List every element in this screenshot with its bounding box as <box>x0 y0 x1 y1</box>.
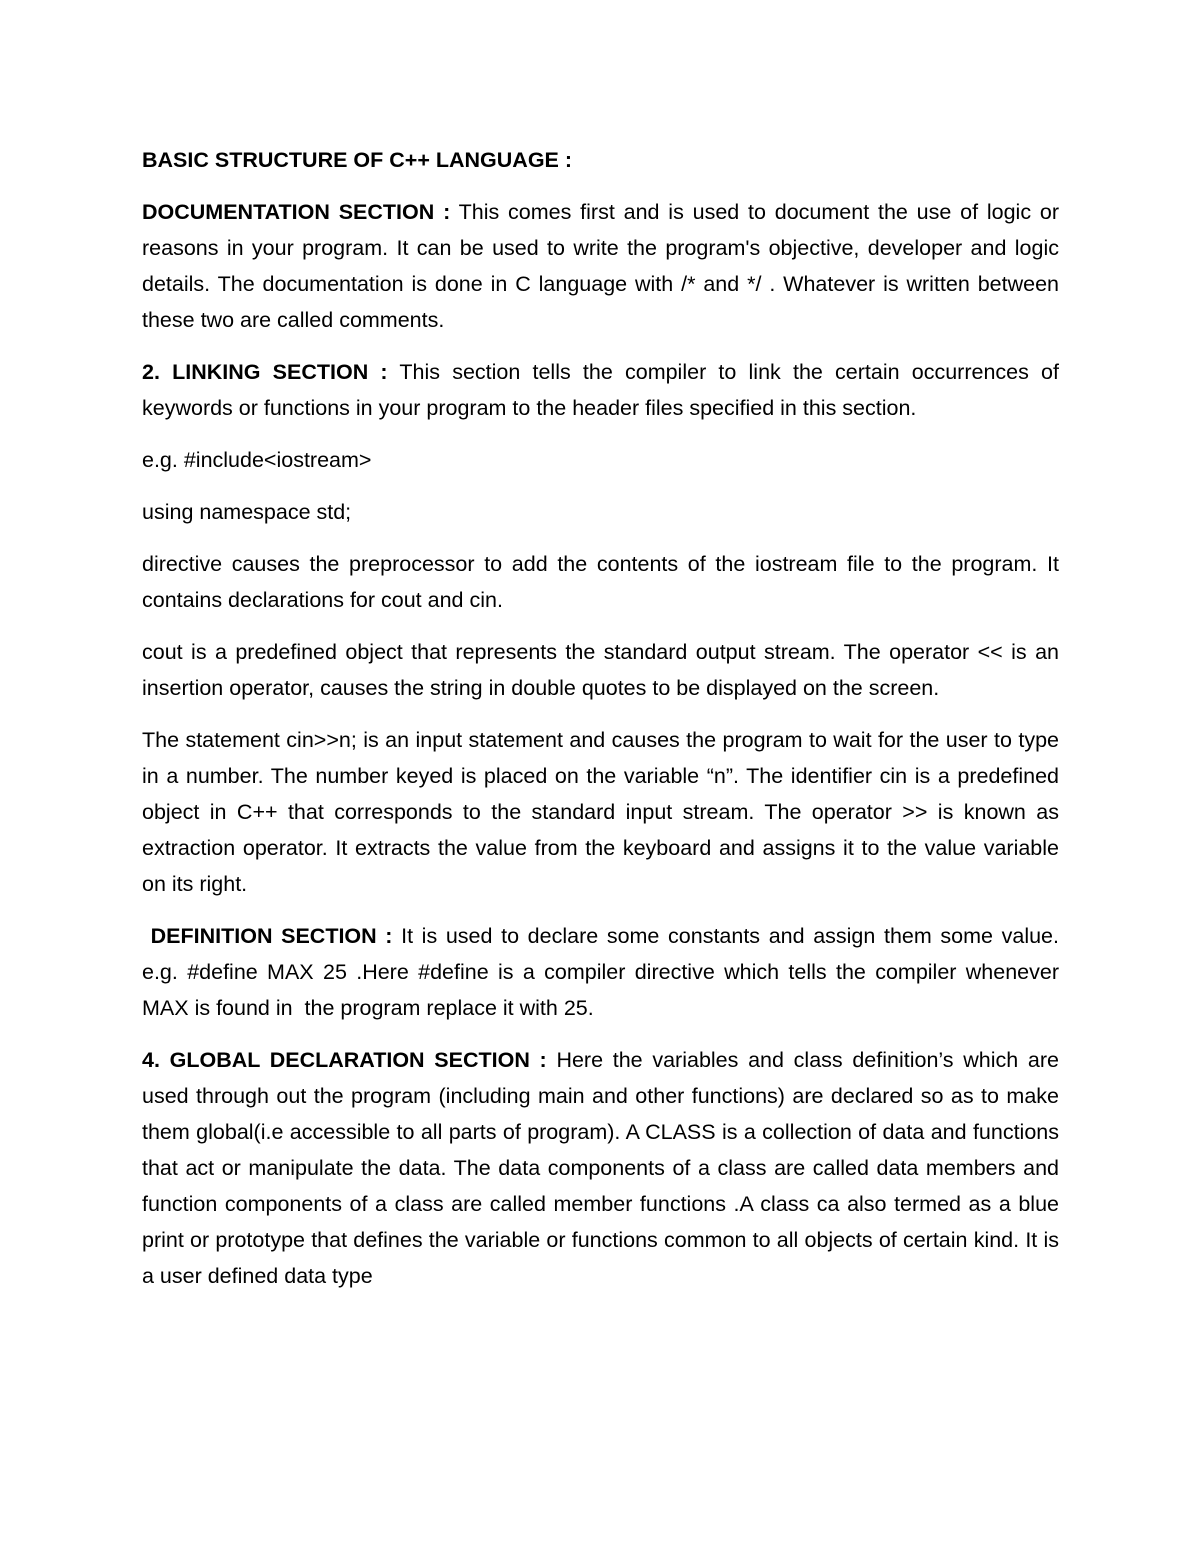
paragraph-documentation <box>142 194 1059 338</box>
section-heading: DEFINITION SECTION : <box>142 924 393 948</box>
paragraph-linking <box>142 354 1059 426</box>
section-heading: 2. LINKING SECTION : <box>142 360 388 384</box>
paragraph-cout: cout is a predefined object that represents the standard output stream. The operator << is an insertion operator, causes the string in double quotes to be displayed on the screen. <box>142 640 1059 700</box>
document-page <box>142 142 1065 1310</box>
paragraph-global-declaration <box>142 1042 1059 1294</box>
paragraph-text: Here the variables and class definition’s which are used through out the program (including main and other functions) are declared so as to make them global(i.e accessible to all parts of program). A CLASS is a collection of data and functions that act or manipulate the data. The data components of a class are called data members and function components of a class are called member functions .A class ca also termed as a blue print or prototype that defines the variable or functions common to all objects of certain kind. It is a user defined data type <box>142 1048 1060 1288</box>
section-heading: 4. GLOBAL DECLARATION SECTION : <box>142 1048 547 1072</box>
paragraph-text: This comes first and is used to document the use of logic or reasons in your program. It can be used to write the program's objective, developer and logic details. The documentation is done in C language with /* and */ . Whatever is written between these two are called comments. <box>142 200 1060 332</box>
document-title: BASIC STRUCTURE OF C++ LANGUAGE : <box>142 148 573 172</box>
paragraph-text: It is used to declare some constants and assign them some value. e.g. #define MAX 25 .Here #define is a compiler directive which tells the compiler whenever MAX is found in the program replace it with 25. <box>142 924 1065 1020</box>
paragraph-directive: directive causes the preprocessor to add the contents of the iostream file to the program. It contains declarations for cout and cin. <box>142 552 1059 612</box>
paragraph-text: This section tells the compiler to link the certain occurrences of keywords or functions in your program to the header files specified in this section. <box>142 360 1059 420</box>
paragraph-include-example: e.g. #include<iostream> <box>142 448 372 472</box>
paragraph-using-namespace: using namespace std; <box>142 500 352 524</box>
section-heading: DOCUMENTATION SECTION : <box>142 200 451 224</box>
paragraph-cin: The statement cin>>n; is an input statement and causes the program to wait for the user to type in a number. The number keyed is placed on the variable “n”. The identifier cin is a predefined object in C++ that corresponds to the standard input stream. The operator >> is known as extraction operator. It extracts the value from the keyboard and assigns it to the value variable on its right. <box>142 728 1059 896</box>
paragraph-definition <box>142 918 1065 1026</box>
